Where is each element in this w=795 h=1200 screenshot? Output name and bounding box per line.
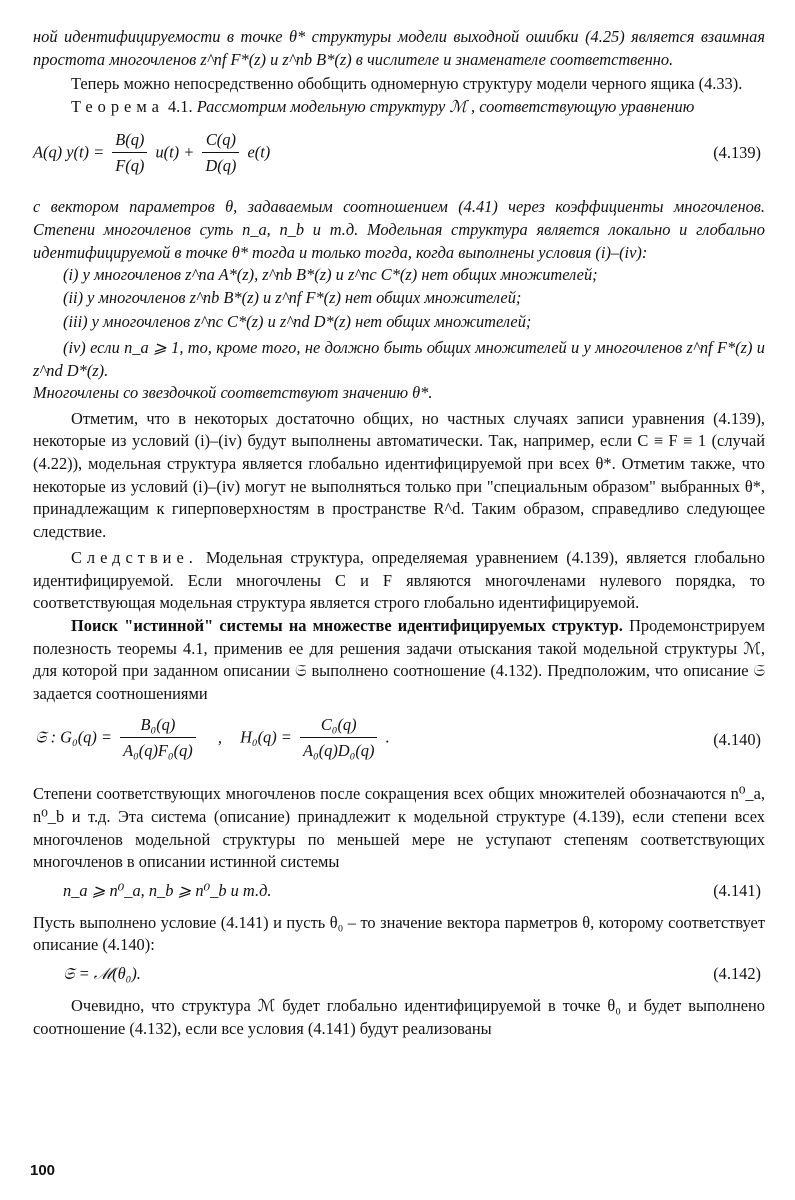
theorem-continuation: с вектором параметров θ, задаваемым соотношением (4.41) через коэффициенты многочленов. Степени многочленов суть n_a, n_b и т.д. Модельная структура является локально и глобально идентифицируемой в точке θ* тогда и только тогда, когда выполнены условия (i)–(iv):: [33, 197, 765, 262]
theorem-text: Рассмотрим модельную структуру ℳ , соответствующую уравнению: [196, 96, 695, 116]
equation-4-142: [33, 963, 765, 989]
eq139-f1-denominator: F(q): [115, 156, 145, 176]
eq139-number: (4.139): [713, 143, 761, 163]
eq140-f2-denominator: A₀(q)D₀(q): [302, 741, 375, 761]
condition-ii: (ii) у многочленов z^nb B*(z) и z^nf F*(z) нет общих множителей;: [63, 287, 522, 307]
equation-4-140: [33, 711, 765, 775]
eq141-number: (4.141): [713, 880, 761, 900]
eq140-fraction-1: [120, 713, 196, 764]
eq139-lhs: A(q) y(t) =: [33, 142, 105, 162]
eq140-fraction-2: [300, 713, 377, 764]
theorem-paragraph: [33, 96, 765, 119]
degrees-paragraph: Степени соответствующих многочленов после сокращения всех общих множителей обозначаются n⁰_a, n⁰_b и т.д. Эта система (описание) принадлежит к модельной структуре (4.139), если степени всех многочленов модельной структуры по меньшей мере не уступают степеням соответствующих многочленов в описании истинной системы: [33, 784, 765, 872]
corollary-label: Следствие.: [71, 548, 198, 568]
page-content: [33, 26, 765, 1040]
eq140-f1-denominator: A₀(q)F₀(q): [123, 741, 193, 761]
eq139-fraction-2: [202, 128, 239, 179]
theorem-label: Теорема: [71, 96, 164, 116]
search-heading: Поиск "истинной" системы на множестве идентифицируемых структур.: [71, 616, 623, 636]
eq140-lhs: 𝔖 : G₀(q) =: [35, 727, 112, 747]
equation-4-139: [33, 124, 765, 186]
note-paragraph: Отметим, что в некоторых достаточно общих, но частных случаях записи уравнения (4.139), некоторые из условий (i)–(iv) будут выполнены автоматически. Так, например, если C ≡ F ≡ 1 (случай (4.22)), модельная структура является глобально идентифицируемой при всех θ*. Отметим также, что некоторые из условий (i)–(iv) могут не выполняться только при "специальным образом" выбранных θ*, принадлежащим к гиперповерхностям в пространстве R^d. Таким образом, справедливо следующее следствие.: [33, 408, 765, 541]
eq140-f1-numerator: B₀(q): [120, 713, 196, 738]
condition-iii: (iii) у многочленов z^nc C*(z) и z^nd D*(z) нет общих множителей;: [63, 312, 532, 332]
eq139-mid: u(t) +: [155, 142, 195, 162]
equation-4-141: [33, 880, 765, 906]
eq140-mid: H₀(q) =: [240, 727, 292, 747]
condition-i: (i) у многочленов z^na A*(z), z^nb B*(z) и z^nc C*(z) нет общих множителей;: [63, 265, 598, 285]
search-text: Продемонстрируем полезность теоремы 4.1, применив ее для решения задачи отыскания такой модельной структуры ℳ, для которой при заданном описании 𝔖 выполнено соотношение (4.132). Предположим, что описание 𝔖 задается соотношениями: [33, 616, 765, 703]
let-paragraph: Пусть выполнено условие (4.141) и пусть θ₀ – то значение вектора парметров θ, которому соответствует описание (4.140):: [33, 912, 765, 955]
eq139-fraction-1: [112, 128, 147, 179]
eq140-end: .: [385, 727, 390, 747]
eq141-text: n_a ⩾ n⁰_a, n_b ⩾ n⁰_b и т.д.: [63, 880, 272, 900]
condition-iv: (iv) если n_a ⩾ 1, то, кроме того, не должно быть общих множителей и у многочленов z^nf F*(z) и z^nd D*(z).: [33, 337, 765, 380]
corollary-text: Модельная структура, определяемая уравнением (4.139), является глобально идентифицируемой. Если многочлены C и F являются многочленами нулевого порядка, то соответствующая модельная структура является строго глобально идентифицируемой.: [33, 548, 765, 613]
eq139-f2-denominator: D(q): [205, 156, 237, 176]
eq140-separator: ,: [217, 727, 222, 747]
eq142-text: 𝔖 = ℳ(θ₀).: [63, 964, 141, 983]
eq139-f1-numerator: B(q): [112, 128, 147, 153]
eq142-number: (4.142): [713, 964, 761, 983]
eq140-f2-numerator: C₀(q): [300, 713, 377, 738]
corollary-paragraph: [33, 547, 765, 615]
intro-paragraph: ной идентифицируемости в точке θ* структуры модели выходной ошибки (4.25) является взаимная простота многочленов z^nf F*(z) и z^nb B*(z) в числителе и знаменателе соответственно.: [33, 27, 765, 69]
final-paragraph: Очевидно, что структура ℳ будет глобально идентифицируемой в точке θ₀ и будет выполнено соотношение (4.132), если все условия (4.141) будут реализованы: [33, 996, 765, 1038]
theorem-number: 4.1.: [167, 96, 193, 116]
eq139-f2-numerator: C(q): [202, 128, 239, 153]
star-note: Многочлены со звездочкой соответствуют значению θ*.: [33, 383, 433, 403]
eq140-number: (4.140): [713, 730, 761, 750]
page-number: 100: [30, 1162, 56, 1179]
eq139-rhs: e(t): [247, 142, 271, 162]
generalize-paragraph: Теперь можно непосредственно обобщить одномерную структуру модели черного ящика (4.33).: [71, 74, 743, 94]
search-paragraph: [33, 615, 765, 705]
